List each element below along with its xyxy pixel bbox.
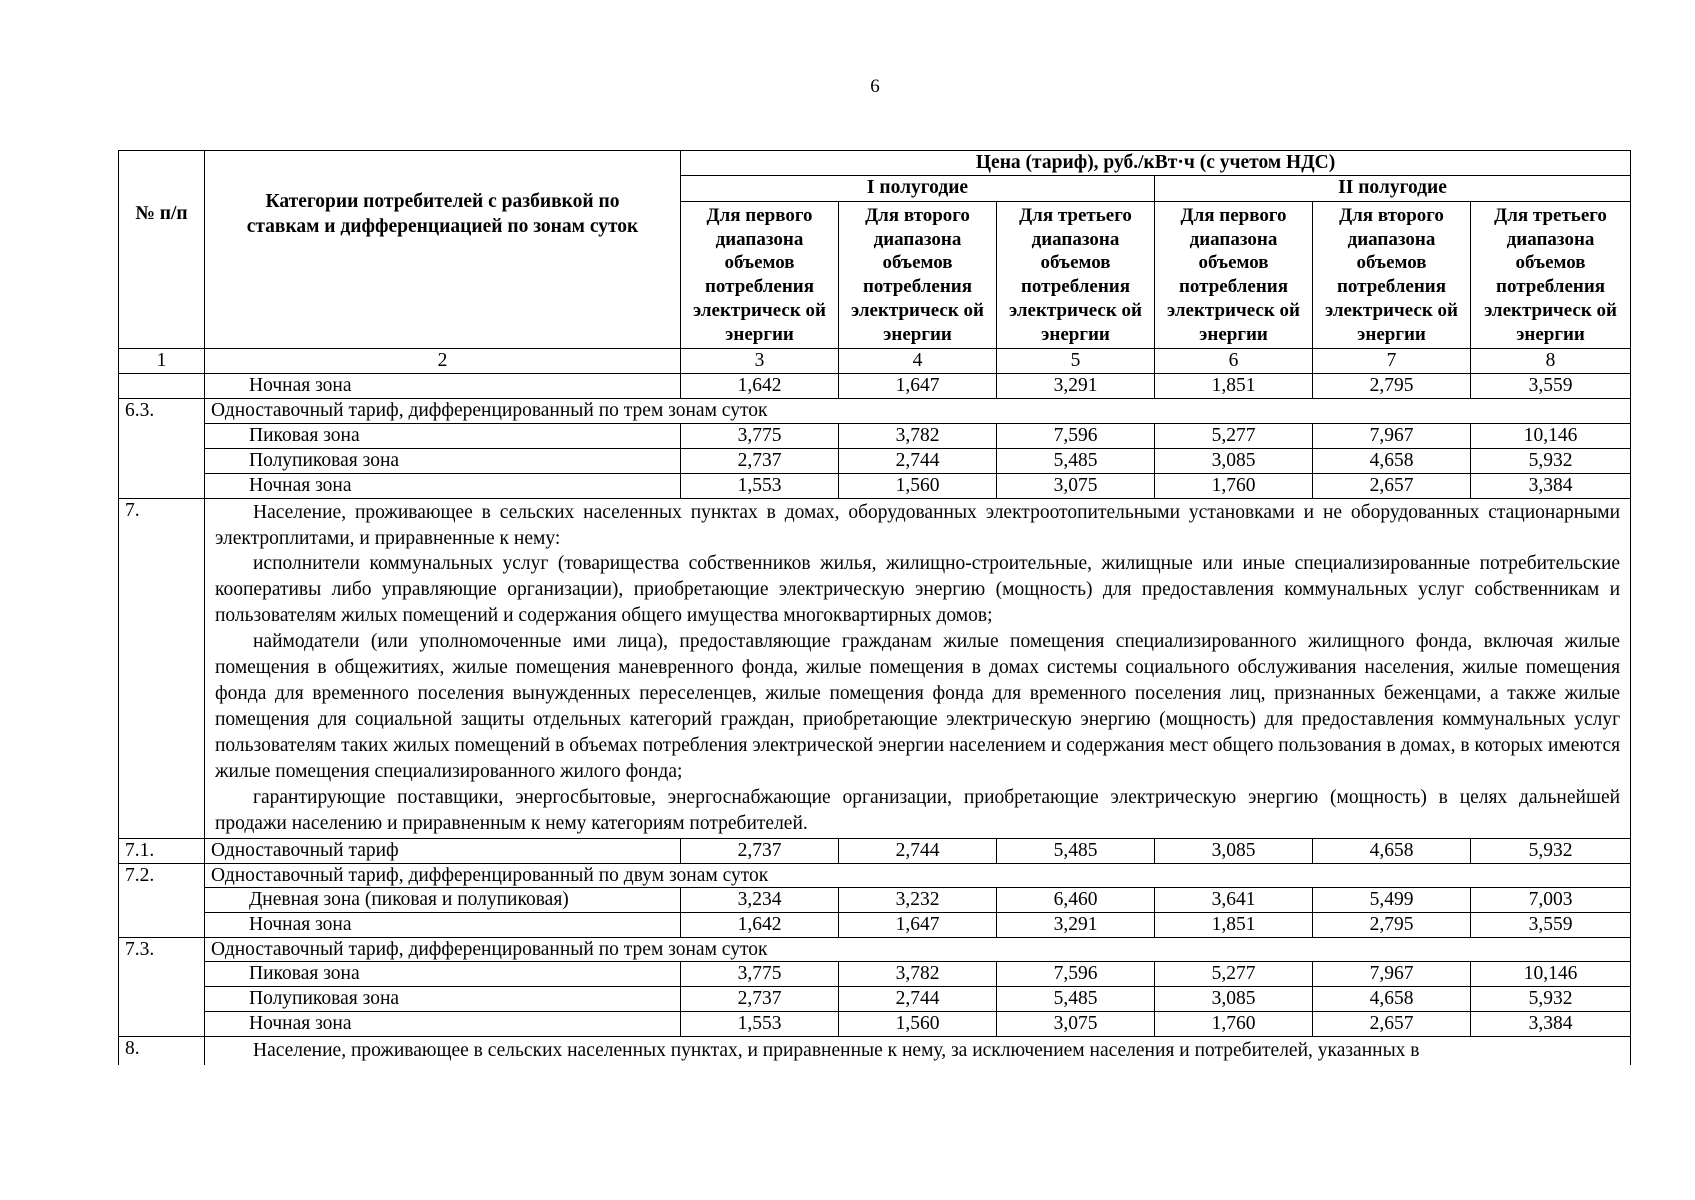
table-row bbox=[119, 399, 1631, 423]
row-label: Ночная зона bbox=[205, 1012, 681, 1037]
price-cell: 3,782 bbox=[839, 962, 997, 987]
table-row bbox=[119, 448, 1631, 473]
price-cell: 5,499 bbox=[1313, 888, 1471, 913]
price-cell: 5,932 bbox=[1471, 448, 1631, 473]
price-cell: 3,775 bbox=[681, 423, 839, 448]
column-number: 2 bbox=[205, 349, 681, 374]
header-range-2: Для второго диапазона объемов потребления электрическ ой энергии bbox=[1313, 201, 1471, 349]
price-cell: 3,559 bbox=[1471, 374, 1631, 399]
price-cell: 3,384 bbox=[1471, 473, 1631, 498]
header-category: Категории потребителей с разбивкой по ставкам и дифференциацией по зонам суток bbox=[205, 151, 681, 349]
row-label: Ночная зона bbox=[205, 473, 681, 498]
table-row bbox=[119, 962, 1631, 987]
price-cell: 10,146 bbox=[1471, 962, 1631, 987]
price-cell: 5,277 bbox=[1155, 423, 1313, 448]
table-row bbox=[119, 938, 1631, 962]
price-cell: 1,553 bbox=[681, 1012, 839, 1037]
price-cell: 3,234 bbox=[681, 888, 839, 913]
price-cell: 5,485 bbox=[997, 987, 1155, 1012]
table-row bbox=[119, 1012, 1631, 1037]
price-cell: 1,560 bbox=[839, 473, 997, 498]
price-cell: 3,232 bbox=[839, 888, 997, 913]
row-number: 7.2. bbox=[119, 863, 205, 937]
description-paragraph: исполнители коммунальных услуг (товарищества собственников жилья, жилищно-строительные, жилищные или иные специализированные потребительские кооперативы либо управляющие организации), приобретающие электрическую энергию (мощность) для предоставления коммунальных услуг собственникам и пользователям жилых помещений и содержания общего имущества многоквартирных домов; bbox=[215, 553, 1621, 627]
price-cell: 7,596 bbox=[997, 423, 1155, 448]
table-row bbox=[119, 888, 1631, 913]
header-num: № п/п bbox=[119, 151, 205, 349]
price-cell: 7,967 bbox=[1313, 423, 1471, 448]
price-cell: 3,085 bbox=[1155, 448, 1313, 473]
header-half-1: I полугодие bbox=[681, 176, 1155, 201]
price-cell: 1,553 bbox=[681, 473, 839, 498]
price-cell: 7,596 bbox=[997, 962, 1155, 987]
row-number: 7. bbox=[119, 498, 205, 838]
table-row bbox=[119, 423, 1631, 448]
price-cell: 2,744 bbox=[839, 987, 997, 1012]
price-cell: 2,744 bbox=[839, 838, 997, 863]
table-row bbox=[119, 1037, 1631, 1065]
price-cell: 1,647 bbox=[839, 913, 997, 938]
row-label: Одноставочный тариф bbox=[205, 838, 681, 863]
column-number: 7 bbox=[1313, 349, 1471, 374]
price-cell: 1,760 bbox=[1155, 473, 1313, 498]
column-number: 5 bbox=[997, 349, 1155, 374]
price-cell: 1,642 bbox=[681, 913, 839, 938]
row-label: Ночная зона bbox=[205, 913, 681, 938]
table-row bbox=[119, 374, 1631, 399]
price-cell: 2,737 bbox=[681, 987, 839, 1012]
price-cell: 4,658 bbox=[1313, 838, 1471, 863]
price-cell: 3,782 bbox=[839, 423, 997, 448]
row-label: Дневная зона (пиковая и полупиковая) bbox=[205, 888, 681, 913]
column-number: 1 bbox=[119, 349, 205, 374]
price-cell: 2,795 bbox=[1313, 913, 1471, 938]
price-cell: 2,795 bbox=[1313, 374, 1471, 399]
column-number: 3 bbox=[681, 349, 839, 374]
column-number: 8 bbox=[1471, 349, 1631, 374]
price-cell: 1,647 bbox=[839, 374, 997, 399]
price-cell: 3,075 bbox=[997, 1012, 1155, 1037]
price-cell: 3,559 bbox=[1471, 913, 1631, 938]
price-cell: 3,291 bbox=[997, 913, 1155, 938]
row-label: Ночная зона bbox=[205, 374, 681, 399]
table-row bbox=[119, 838, 1631, 863]
price-cell: 5,485 bbox=[997, 448, 1155, 473]
tariff-table bbox=[118, 150, 1631, 1065]
page-number: 6 bbox=[870, 76, 880, 97]
price-cell: 1,760 bbox=[1155, 1012, 1313, 1037]
header-range-1: Для первого диапазона объемов потребления электрическ ой энергии bbox=[681, 201, 839, 349]
row-label: Пиковая зона bbox=[205, 962, 681, 987]
price-cell: 2,657 bbox=[1313, 1012, 1471, 1037]
row-label: Полупиковая зона bbox=[205, 987, 681, 1012]
header-range-1: Для первого диапазона объемов потребления электрическ ой энергии bbox=[1155, 201, 1313, 349]
header-half-2: II полугодие bbox=[1155, 176, 1631, 201]
row-label: Пиковая зона bbox=[205, 423, 681, 448]
price-cell: 6,460 bbox=[997, 888, 1155, 913]
section-description bbox=[205, 1037, 1631, 1065]
header-range-3: Для третьего диапазона объемов потребления электрическ ой энергии bbox=[997, 201, 1155, 349]
price-cell: 7,967 bbox=[1313, 962, 1471, 987]
header-range-2: Для второго диапазона объемов потребления электрическ ой энергии bbox=[839, 201, 997, 349]
section-label: Одноставочный тариф, дифференцированный по двум зонам суток bbox=[205, 863, 1631, 887]
table-row bbox=[119, 863, 1631, 887]
price-cell: 3,775 bbox=[681, 962, 839, 987]
price-cell: 1,642 bbox=[681, 374, 839, 399]
row-number: 6.3. bbox=[119, 399, 205, 498]
price-cell: 3,075 bbox=[997, 473, 1155, 498]
column-number-row bbox=[119, 349, 1631, 374]
table-row bbox=[119, 987, 1631, 1012]
row-number: 8. bbox=[119, 1037, 205, 1065]
price-cell: 3,384 bbox=[1471, 1012, 1631, 1037]
table-row bbox=[119, 498, 1631, 838]
description-paragraph: гарантирующие поставщики, энергосбытовые, энергоснабжающие организации, приобретающие электрическую энергию (мощность) в целях дальнейшей продажи населению и приравненным к нему категориям потребителей. bbox=[215, 786, 1621, 834]
description-paragraph: Население, проживающее в сельских населенных пунктах, и приравненные к нему, за исключением населения и потребителей, указанных в bbox=[253, 1040, 1420, 1062]
price-cell: 1,851 bbox=[1155, 374, 1313, 399]
price-cell: 4,658 bbox=[1313, 987, 1471, 1012]
price-cell: 1,851 bbox=[1155, 913, 1313, 938]
table-row bbox=[119, 913, 1631, 938]
price-cell: 2,744 bbox=[839, 448, 997, 473]
description-paragraph: Население, проживающее в сельских населенных пунктах в домах, оборудованных электроотопительными установками и не оборудованных стационарными электроплитами, и приравненные к нему: bbox=[215, 501, 1621, 549]
price-cell: 3,291 bbox=[997, 374, 1155, 399]
price-cell: 2,737 bbox=[681, 448, 839, 473]
header-range-3: Для третьего диапазона объемов потребления электрическ ой энергии bbox=[1471, 201, 1631, 349]
price-cell: 10,146 bbox=[1471, 423, 1631, 448]
price-cell: 5,277 bbox=[1155, 962, 1313, 987]
price-cell: 7,003 bbox=[1471, 888, 1631, 913]
section-description bbox=[205, 498, 1631, 838]
table-row bbox=[119, 473, 1631, 498]
price-cell: 3,641 bbox=[1155, 888, 1313, 913]
price-cell: 2,737 bbox=[681, 838, 839, 863]
row-number bbox=[119, 374, 205, 399]
row-number: 7.1. bbox=[119, 838, 205, 863]
column-number: 4 bbox=[839, 349, 997, 374]
price-cell: 1,560 bbox=[839, 1012, 997, 1037]
row-label: Полупиковая зона bbox=[205, 448, 681, 473]
column-number: 6 bbox=[1155, 349, 1313, 374]
section-label: Одноставочный тариф, дифференцированный по трем зонам суток bbox=[205, 399, 1631, 423]
price-cell: 4,658 bbox=[1313, 448, 1471, 473]
price-cell: 5,485 bbox=[997, 838, 1155, 863]
price-cell: 5,932 bbox=[1471, 987, 1631, 1012]
row-number: 7.3. bbox=[119, 938, 205, 1037]
price-cell: 3,085 bbox=[1155, 838, 1313, 863]
price-cell: 5,932 bbox=[1471, 838, 1631, 863]
description-paragraph: наймодатели (или уполномоченные ими лица), предоставляющие гражданам жилые помещения специализированного жилищного фонда, включая жилые помещения в общежитиях, жилые помещения маневренного фонда, жилые помещения в домах системы социального обслуживания населения, жилые помещения фонда для временного поселения вынужденных переселенцев, жилые помещения фонда для временного поселения лиц, признанных беженцами, а также жилые помещения для социальной защиты отдельных категорий граждан, приобретающие электрическую энергию (мощность) для предоставления коммунальных услуг пользователям таких жилых помещений в объемах потребления электрической энергии населением и содержания мест общего пользования в домах, в которых имеются жилые помещения специализированного жилого фонда; bbox=[215, 631, 1621, 782]
header-price-title: Цена (тариф), руб./кВт·ч (с учетом НДС) bbox=[681, 151, 1631, 176]
section-label: Одноставочный тариф, дифференцированный по трем зонам суток bbox=[205, 938, 1631, 962]
price-cell: 2,657 bbox=[1313, 473, 1471, 498]
price-cell: 3,085 bbox=[1155, 987, 1313, 1012]
